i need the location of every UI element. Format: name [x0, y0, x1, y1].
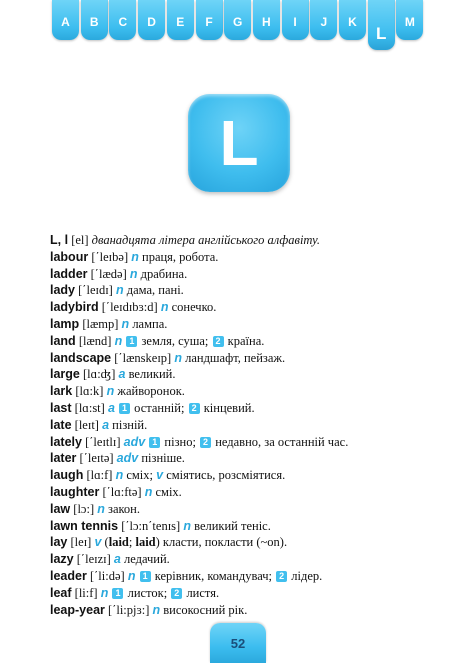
headword: labour — [50, 249, 89, 264]
transcription: [΄leɪzɪ] — [73, 552, 114, 567]
headword: ladybird — [50, 300, 99, 315]
alphabet-tab-c[interactable]: C — [109, 0, 136, 40]
transcription: [΄leɪtə] — [76, 451, 117, 466]
transcription: [lɑ:st] — [71, 400, 108, 415]
alphabet-tab-m[interactable]: M — [396, 0, 423, 40]
dictionary-entry — [50, 551, 450, 568]
transcription: [΄leɪdɪ] — [75, 283, 116, 298]
dictionary-entry — [50, 266, 450, 283]
sense-number: 2 — [200, 437, 211, 448]
translation-text: ; — [128, 535, 136, 550]
translation-text: сміх; — [123, 468, 157, 483]
headword: leap-year — [50, 602, 105, 617]
sense-number: 2 — [213, 336, 224, 347]
transcription: [leɪ] — [67, 535, 95, 550]
transcription: [li:f] — [71, 585, 101, 600]
alphabet-tab-l[interactable]: L — [368, 0, 395, 50]
translation-text: високосний рік. — [160, 602, 248, 617]
headword: leaf — [50, 585, 72, 600]
transcription: [el] — [68, 233, 92, 247]
translation-text — [108, 586, 111, 600]
dictionary-entry — [50, 568, 450, 585]
part-of-speech: adv — [116, 451, 139, 466]
definition-text: дванадцята літера англійського алфавіту. — [91, 233, 321, 247]
headword: L, l — [50, 233, 69, 247]
headword: leader — [50, 568, 87, 583]
part-of-speech: v — [156, 468, 164, 483]
translation-text — [145, 435, 148, 449]
sense-number: 2 — [171, 588, 182, 599]
headword: laugh — [50, 468, 84, 483]
transcription: [΄leɪdɪbɜ:d] — [98, 300, 161, 315]
translation-text: великий. — [125, 367, 176, 382]
transcription: [΄lænskeɪp] — [111, 350, 175, 365]
headword: laughter — [50, 484, 100, 499]
headword: lay — [50, 535, 68, 550]
headword: land — [50, 333, 76, 348]
translation-text: керівник, командувач; — [151, 568, 276, 583]
alphabet-tab-b[interactable]: B — [81, 0, 108, 40]
part-of-speech: adv — [123, 434, 146, 449]
dictionary-entry — [50, 585, 450, 602]
dictionary-entry — [50, 484, 450, 501]
part-of-speech: n — [127, 568, 136, 583]
sense-number: 2 — [276, 571, 287, 582]
translation-text: листок; — [124, 585, 171, 600]
headword: law — [50, 501, 71, 516]
translation-text: листя. — [183, 585, 220, 600]
translation-text: кінцевий. — [200, 400, 255, 415]
dictionary-entry — [50, 501, 450, 518]
headword: lately — [50, 434, 82, 449]
translation-text — [115, 401, 118, 415]
dictionary-entries — [50, 232, 450, 618]
dictionary-entry — [50, 602, 450, 619]
translation-text — [135, 569, 138, 583]
dictionary-entry — [50, 333, 450, 350]
transcription: [læmp] — [79, 316, 122, 331]
part-of-speech: a — [113, 552, 121, 567]
transcription: [΄li:pjɜ:] — [104, 602, 153, 617]
alphabet-tab-a[interactable]: A — [52, 0, 79, 40]
dictionary-entry — [50, 534, 450, 551]
part-of-speech: n — [115, 283, 124, 298]
translation-text: пізній. — [109, 417, 148, 432]
translation-text: сонечко. — [168, 300, 217, 315]
part-of-speech: n — [160, 300, 169, 315]
part-of-speech: n — [174, 350, 182, 365]
dictionary-entry — [50, 518, 450, 535]
alphabet-tab-h[interactable]: H — [253, 0, 280, 40]
translation-text: великий теніс. — [190, 518, 271, 533]
alphabet-tab-k[interactable]: K — [339, 0, 366, 40]
translation-text: пізніше. — [138, 451, 185, 466]
headword: late — [50, 417, 72, 432]
part-of-speech: n — [115, 468, 124, 483]
alphabet-tabs — [0, 0, 454, 50]
transcription: [lɑ:ʤ] — [79, 367, 119, 382]
translation-text: дама, пані. — [123, 283, 184, 298]
alphabet-tab-i[interactable]: I — [282, 0, 309, 40]
transcription: [΄leɪtlɪ] — [81, 434, 124, 449]
dictionary-entry — [50, 232, 450, 249]
dictionary-entry — [50, 350, 450, 367]
sense-number: 1 — [140, 571, 151, 582]
transcription: [΄li:də] — [86, 568, 128, 583]
headword: later — [50, 451, 77, 466]
alphabet-tab-j[interactable]: J — [310, 0, 337, 40]
translation-text: пізно; — [161, 434, 200, 449]
page-number: 52 — [210, 623, 266, 663]
dictionary-entry — [50, 434, 450, 451]
part-of-speech: n — [121, 316, 130, 331]
part-of-speech: a — [102, 417, 110, 432]
headword: lazy — [50, 552, 74, 567]
alphabet-tab-g[interactable]: G — [224, 0, 251, 40]
transcription: [lɑ:f] — [83, 468, 116, 483]
translation-text: праця, робота. — [138, 249, 219, 264]
headword: lamp — [50, 316, 80, 331]
transcription: [΄lɑ:ftə] — [99, 484, 145, 499]
translation-text: лампа. — [129, 316, 168, 331]
sense-number: 2 — [189, 403, 200, 414]
translation-text: лідер. — [288, 568, 323, 583]
transcription: [lɔ:] — [70, 501, 98, 516]
part-of-speech: n — [106, 384, 115, 399]
section-letter-badge: L — [188, 94, 290, 192]
translation-text: земля, суша; — [138, 333, 212, 348]
headword: lawn tennis — [50, 518, 119, 533]
part-of-speech: n — [97, 501, 105, 516]
part-of-speech: n — [144, 484, 153, 499]
dictionary-entry — [50, 299, 450, 316]
transcription: [leɪt] — [71, 417, 103, 432]
part-of-speech: n — [152, 602, 161, 617]
form-text: laid — [135, 535, 156, 550]
part-of-speech: n — [131, 249, 139, 264]
headword: landscape — [50, 350, 112, 365]
headword: lady — [50, 283, 76, 298]
alphabet-tab-d[interactable]: D — [138, 0, 165, 40]
transcription: [lænd] — [75, 333, 115, 348]
dictionary-entry — [50, 366, 450, 383]
sense-number: 1 — [149, 437, 160, 448]
translation-text — [122, 334, 125, 348]
sense-number: 1 — [119, 403, 130, 414]
translation-text: ( — [101, 535, 109, 550]
part-of-speech: n — [100, 585, 109, 600]
transcription: [΄lædə] — [87, 266, 130, 281]
alphabet-tab-f[interactable]: F — [196, 0, 223, 40]
translation-text: останній; — [131, 400, 188, 415]
translation-text: недавно, за останній час. — [212, 434, 349, 449]
transcription: [΄lɔ:n΄tenɪs] — [118, 518, 184, 533]
headword: ladder — [50, 266, 88, 281]
translation-text: ландшафт, пейзаж. — [181, 350, 286, 365]
translation-text: сміятись, розсміятися. — [163, 468, 286, 483]
part-of-speech: n — [183, 518, 191, 533]
part-of-speech: a — [107, 400, 115, 415]
transcription: [΄leɪbə] — [88, 249, 132, 264]
transcription: [lɑ:k] — [72, 384, 107, 399]
part-of-speech: n — [114, 333, 123, 348]
headword: large — [50, 367, 80, 382]
part-of-speech: v — [94, 535, 102, 550]
part-of-speech: n — [129, 266, 138, 281]
translation-text: країна. — [224, 333, 265, 348]
form-text: laid — [108, 535, 129, 550]
dictionary-entry — [50, 383, 450, 400]
translation-text: ) класти, покласти (~on). — [155, 535, 288, 550]
dictionary-entry — [50, 316, 450, 333]
headword: last — [50, 400, 72, 415]
translation-text: жайворонок. — [114, 384, 185, 399]
dictionary-entry — [50, 400, 450, 417]
dictionary-entry — [50, 249, 450, 266]
dictionary-entry — [50, 467, 450, 484]
sense-number: 1 — [112, 588, 123, 599]
translation-text: закон. — [104, 501, 140, 516]
sense-number: 1 — [126, 336, 137, 347]
alphabet-tab-e[interactable]: E — [167, 0, 194, 40]
translation-text: сміх. — [152, 484, 182, 499]
part-of-speech: a — [118, 367, 126, 382]
dictionary-entry — [50, 417, 450, 434]
translation-text: ледачий. — [120, 552, 170, 567]
dictionary-entry — [50, 450, 450, 467]
dictionary-entry — [50, 282, 450, 299]
headword: lark — [50, 384, 73, 399]
translation-text: драбина. — [137, 266, 188, 281]
